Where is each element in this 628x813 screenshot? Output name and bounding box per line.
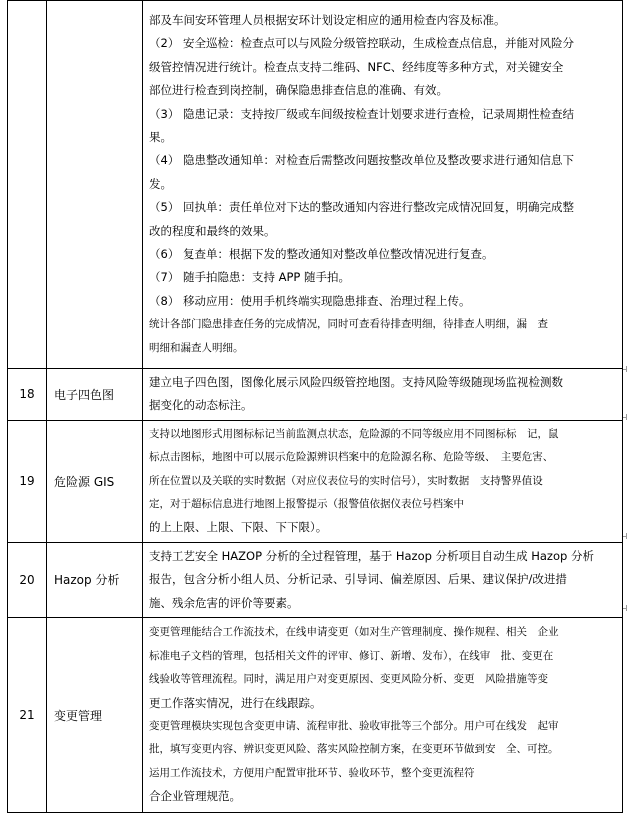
row-description <box>143 420 623 542</box>
description-line: 更工作落实情况，进行在线跟踪。 <box>149 695 322 710</box>
table-row <box>8 369 623 421</box>
description-line: 的上上限、上限、下限、下下限）。 <box>149 520 328 535</box>
description-line: 线验收等管理流程。同时，满足用户对变更原因、变更风险分析、变更 风险措施等变 <box>149 673 548 686</box>
description-line: 建立电子四色图，图像化展示风险四级管控地图。支持风险等级随现场监视检测数 <box>149 375 563 389</box>
description-line: 批，填写变更内容、辨识变更风险、落实风险控制方案，在变更环节做到安 全、可控。 <box>149 743 559 756</box>
description-line: 施、残余危害的评价等要素。 <box>149 595 299 610</box>
description-line: 报告，包含分析小组人员、分析记录、引导词、偏差原因、后果、建议保护/改进措 <box>149 572 567 587</box>
description-line: 部及车间安环管理人员根据安环计划设定相应的通用检查内容及标准。 <box>149 12 506 27</box>
description-line: （3） 隐患记录：支持按厂级或车间级按检查计划要求进行查检，记录周期性检查结 <box>149 106 574 121</box>
row-end-marker <box>626 414 627 420</box>
description-line: 变更管理模块实现包含变更申请、流程审批、验收审批等三个部分。用户可在线发 起审 <box>149 720 559 733</box>
description-line: 级管控情况进行统计。检查点支持二维码、NFC、经纬度等多种方式，对关键安全 <box>149 59 564 74</box>
description-line: 发。 <box>149 176 172 191</box>
row-description <box>143 618 623 813</box>
row-feature-name: Hazop 分析 <box>47 542 143 617</box>
table-row <box>8 1 623 369</box>
description-line: （2） 安全巡检：检查点可以与风险分级管控联动，生成检查点信息，并能对风险分 <box>149 36 574 51</box>
description-line: 明细和漏查人明细。 <box>149 341 244 354</box>
row-feature-name <box>47 1 143 369</box>
description-line: 支持以地图形式用图标标记当前监测点状态，危险源的不同等级应用不同图标标 记，鼠 <box>149 427 559 440</box>
description-line: 所在位置以及关联的实时数据（对应仪表位号的实时信号），实时数据 支持警界值设 <box>149 474 543 487</box>
table-row <box>8 420 623 542</box>
row-end-marker <box>626 366 627 372</box>
row-number: 20 <box>8 542 47 617</box>
description-line: 据变化的动态标注。 <box>149 398 253 413</box>
description-line: 标准电子文档的管理，包括相关文件的评审、修订、新增、发布），在线审 批、变更在 <box>149 649 554 662</box>
description-line: 改的程度和最终的效果。 <box>149 223 276 238</box>
row-number: 21 <box>8 618 47 813</box>
description-line: 果。 <box>149 129 172 144</box>
row-end-marker <box>626 605 627 611</box>
row-description <box>143 542 623 617</box>
description-line: 合企业管理规范。 <box>149 789 241 804</box>
description-line: （8） 移动应用：使用手机终端实现隐患排查、治理过程上传。 <box>149 293 471 308</box>
feature-table <box>7 0 623 813</box>
row-description <box>143 369 623 421</box>
description-line: 统计各部门隐患排查任务的完成情况，同时可查看待排查明细，待排查人明细，漏 查 <box>149 318 548 331</box>
row-feature-name: 电子四色图 <box>47 369 143 421</box>
row-feature-name: 变更管理 <box>47 618 143 813</box>
row-end-marker <box>626 533 627 539</box>
row-number: 18 <box>8 369 47 421</box>
description-line: 定，对于超标信息进行地图上报警提示（报警值依据仪表位号档案中 <box>149 498 464 511</box>
description-line: 运用工作流技术，方便用户配置审批环节、验收环节，整个变更流程符 <box>149 766 475 779</box>
description-line: （4） 隐患整改通知单：对检查后需整改问题按整改单位及整改要求进行通知信息下 <box>149 153 574 168</box>
row-description <box>143 1 623 369</box>
table-row <box>8 618 623 813</box>
row-number: 19 <box>8 420 47 542</box>
description-line: 支持工艺安全 HAZOP 分析的全过程管理，基于 Hazop 分析项目自动生成 Hazop 分析 <box>149 548 594 563</box>
description-line: 变更管理能结合工作流技术，在线申请变更（如对生产管理制度、操作规程、相关 企业 <box>149 626 559 639</box>
description-line: 部位进行检查到岗控制，确保隐患排查信息的准确、有效。 <box>149 83 448 98</box>
row-number <box>8 1 47 369</box>
description-line: （5） 回执单：责任单位对下达的整改通知内容进行整改完成情况回复，明确完成整 <box>149 200 574 215</box>
description-line: （6） 复查单：根据下发的整改通知对整改单位整改情况进行复查。 <box>149 247 494 262</box>
description-line: 标点击图标，地图中可以展示危险源辨识档案中的危险源名称、危险等级、 主要危害、 <box>149 451 554 464</box>
table-row <box>8 542 623 617</box>
row-feature-name: 危险源 GIS <box>47 420 143 542</box>
description-line: （7） 随手拍隐患：支持 APP 随手拍。 <box>149 270 351 285</box>
